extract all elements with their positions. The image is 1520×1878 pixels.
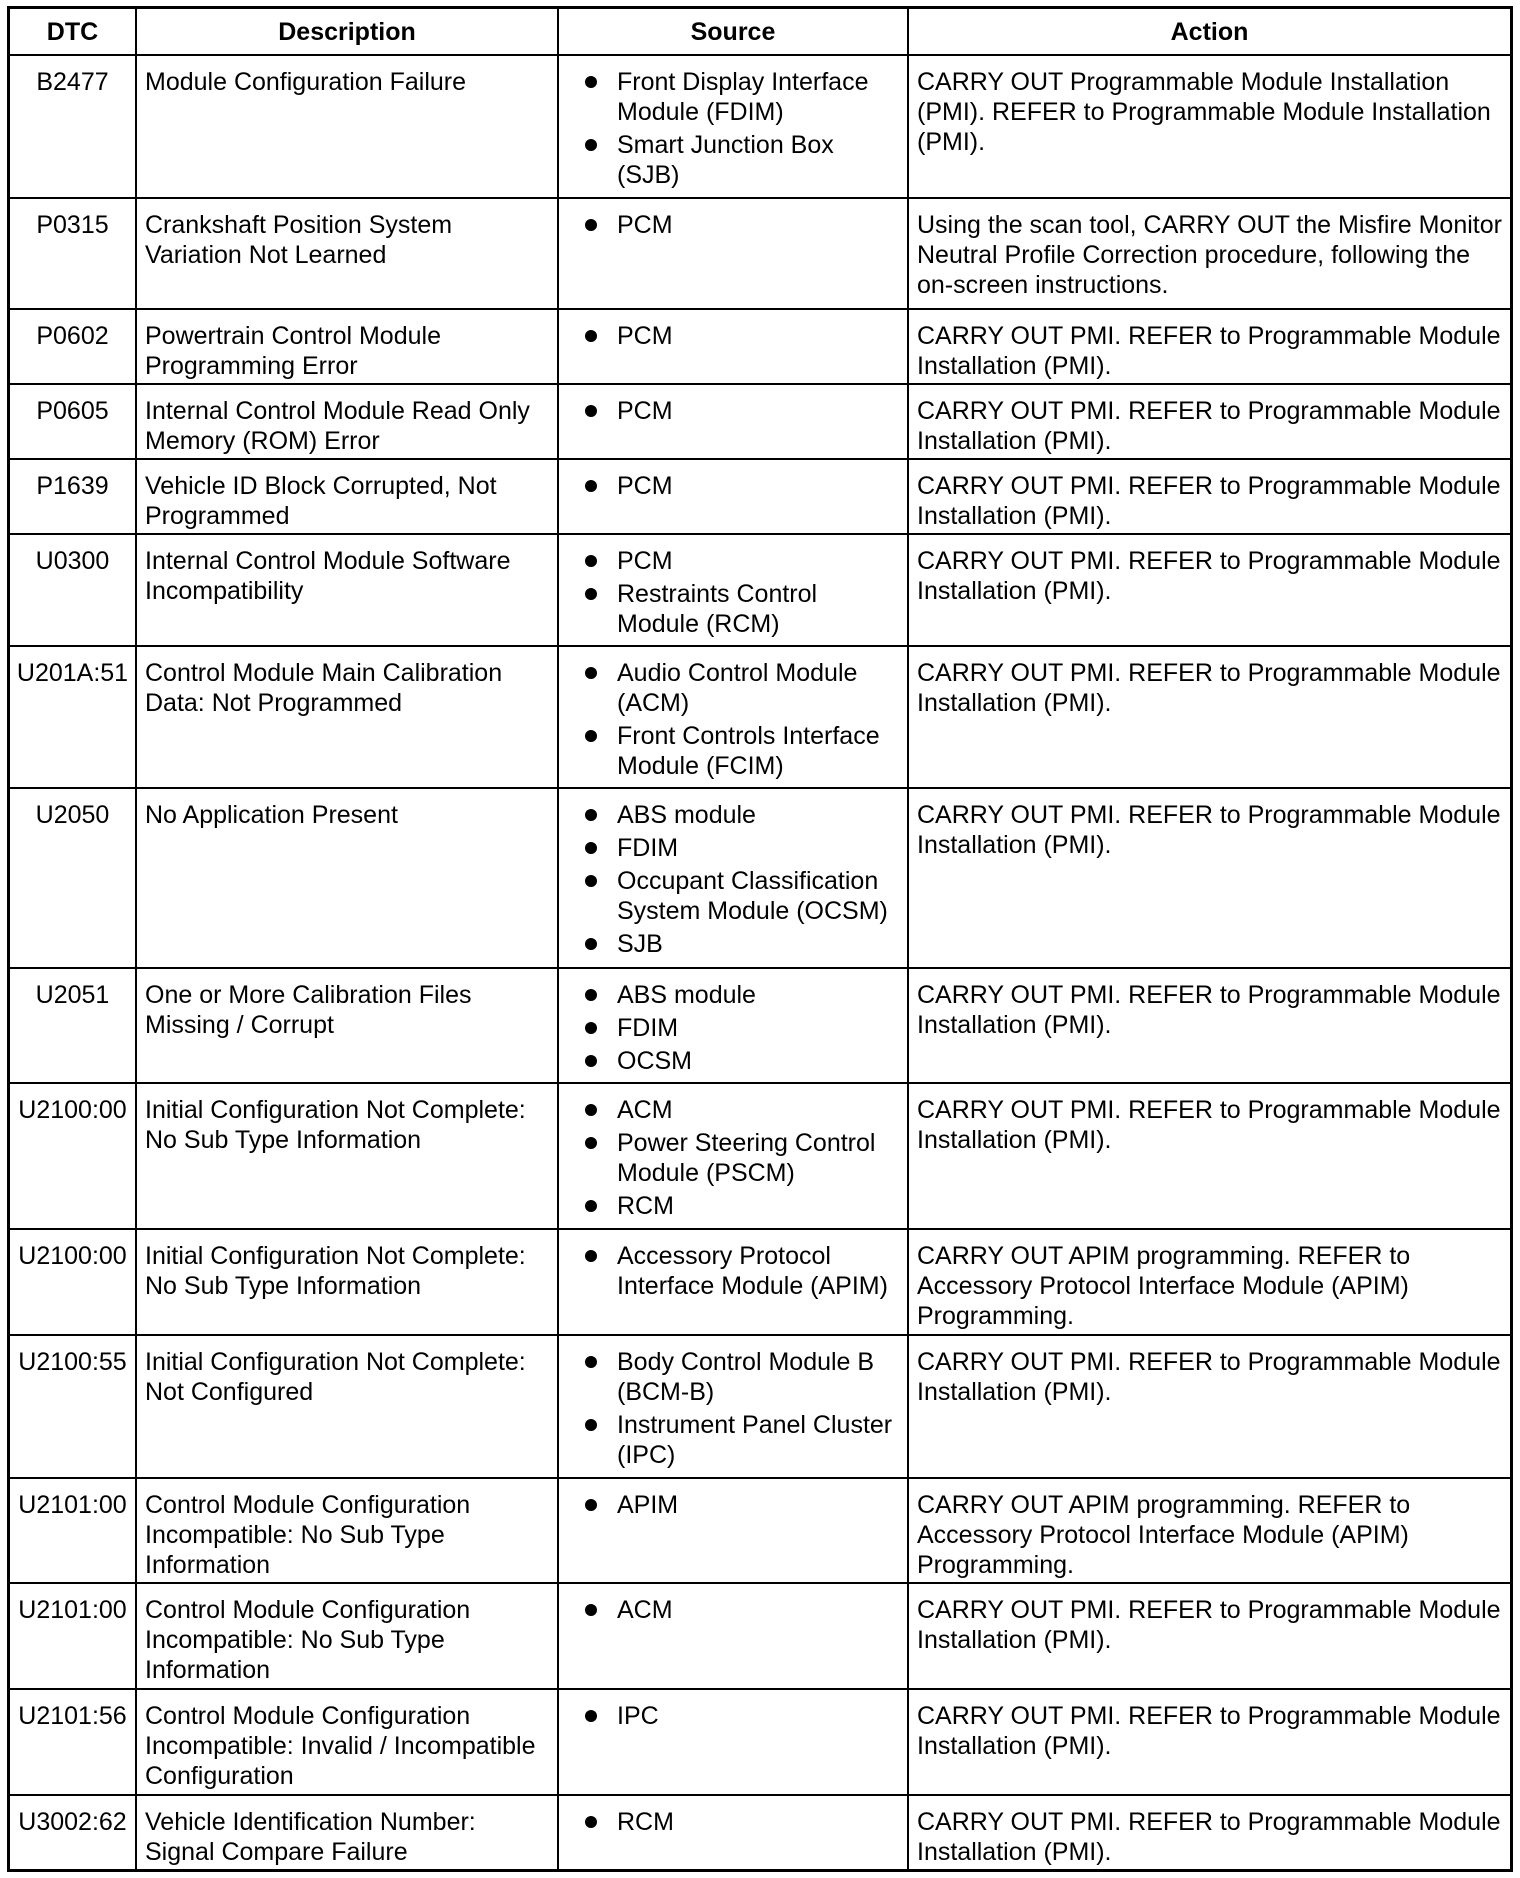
source-list [585, 1807, 901, 1837]
dtc-description: Initial Configuration Not Complete: No Sub Type Information [136, 1229, 558, 1335]
bullet-icon [585, 1710, 597, 1722]
source-text: Front Controls Interface Module (FCIM) [617, 721, 880, 780]
dtc-source [558, 1083, 908, 1229]
source-text: RCM [617, 1807, 674, 1836]
source-text: Instrument Panel Cluster (IPC) [617, 1410, 893, 1469]
dtc-source [558, 646, 908, 789]
bullet-icon [585, 1055, 597, 1067]
header-action: Action [908, 9, 1510, 55]
source-text: PCM [617, 396, 673, 425]
dtc-description: Control Module Main Calibration Data: Not Programmed [136, 646, 558, 789]
dtc-action: CARRY OUT PMI. REFER to Programmable Module Installation (PMI). [908, 1795, 1510, 1869]
source-text: Occupant Classification System Module (OCSM) [617, 867, 888, 926]
table-header-row [10, 9, 1510, 55]
dtc-source [558, 1335, 908, 1478]
dtc-table [10, 9, 1510, 1869]
dtc-action: Using the scan tool, CARRY OUT the Misfire Monitor Neutral Profile Correction procedure, following the on-screen instructions. [908, 198, 1510, 309]
table-row [10, 646, 1510, 789]
bullet-icon [585, 809, 597, 821]
source-text: ABS module [617, 981, 756, 1010]
table-body [10, 55, 1510, 1869]
table-row [10, 1478, 1510, 1584]
dtc-description: Module Configuration Failure [136, 55, 558, 198]
source-text: ACM [617, 1096, 673, 1125]
dtc-source [558, 788, 908, 968]
bullet-icon [585, 667, 597, 679]
dtc-action: CARRY OUT PMI. REFER to Programmable Module Installation (PMI). [908, 968, 1510, 1083]
source-list-item [585, 210, 901, 240]
table-row [10, 1583, 1510, 1689]
dtc-table-frame [7, 6, 1513, 1872]
dtc-code: U2100:00 [10, 1083, 136, 1229]
table-row [10, 198, 1510, 309]
table-row [10, 1795, 1510, 1869]
dtc-description: One or More Calibration Files Missing / Corrupt [136, 968, 558, 1083]
source-list-item [585, 1191, 901, 1221]
dtc-source [558, 198, 908, 309]
source-text: PCM [617, 321, 673, 350]
dtc-description: Control Module Configuration Incompatible: No Sub Type Information [136, 1478, 558, 1584]
source-list-item [585, 800, 901, 830]
dtc-description: Internal Control Module Software Incompatibility [136, 534, 558, 646]
dtc-action: CARRY OUT PMI. REFER to Programmable Module Installation (PMI). [908, 534, 1510, 646]
source-list-item [585, 1701, 901, 1731]
source-list-item [585, 833, 901, 863]
source-text: ACM [617, 1596, 673, 1625]
header-source: Source [558, 9, 908, 55]
dtc-description: Crankshaft Position System Variation Not Learned [136, 198, 558, 309]
source-list-item [585, 980, 901, 1010]
source-list [585, 800, 901, 959]
source-list-item [585, 866, 901, 926]
table-row [10, 384, 1510, 459]
source-text: APIM [617, 1490, 679, 1519]
source-list-item [585, 1013, 901, 1043]
dtc-description: Vehicle Identification Number: Signal Compare Failure [136, 1795, 558, 1869]
bullet-icon [585, 480, 597, 492]
dtc-description: Internal Control Module Read Only Memory (ROM) Error [136, 384, 558, 459]
source-list [585, 658, 901, 781]
dtc-source [558, 309, 908, 384]
source-list-item [585, 721, 901, 781]
source-list-item [585, 130, 901, 190]
dtc-description: Powertrain Control Module Programming Error [136, 309, 558, 384]
table-row [10, 968, 1510, 1083]
source-text: Front Display Interface Module (FDIM) [617, 68, 869, 126]
source-list [585, 546, 901, 639]
table-row [10, 459, 1510, 534]
bullet-icon [585, 139, 597, 151]
dtc-description: Control Module Configuration Incompatible: Invalid / Incompatible Configuration [136, 1689, 558, 1795]
bullet-icon [585, 1356, 597, 1368]
dtc-description: Initial Configuration Not Complete: No Sub Type Information [136, 1083, 558, 1229]
source-text: Smart Junction Box (SJB) [617, 131, 834, 189]
header-dtc: DTC [10, 9, 136, 55]
source-text: RCM [617, 1192, 674, 1221]
source-text: FDIM [617, 1014, 679, 1043]
dtc-code: U3002:62 [10, 1795, 136, 1869]
table-row [10, 1083, 1510, 1229]
table-row [10, 1335, 1510, 1478]
bullet-icon [585, 842, 597, 854]
dtc-code: U201A:51 [10, 646, 136, 789]
dtc-code: U2100:55 [10, 1335, 136, 1478]
source-list [585, 321, 901, 351]
bullet-icon [585, 1604, 597, 1616]
dtc-description: Vehicle ID Block Corrupted, Not Programmed [136, 459, 558, 534]
table-row [10, 1229, 1510, 1335]
source-text: OCSM [617, 1047, 692, 1076]
bullet-icon [585, 730, 597, 742]
dtc-source [558, 459, 908, 534]
bullet-icon [585, 1250, 597, 1262]
dtc-code: P0605 [10, 384, 136, 459]
source-list [585, 1241, 901, 1301]
dtc-code: U2100:00 [10, 1229, 136, 1335]
dtc-source [558, 384, 908, 459]
source-list [585, 980, 901, 1076]
dtc-code: U2101:56 [10, 1689, 136, 1795]
bullet-icon [585, 588, 597, 600]
bullet-icon [585, 1137, 597, 1149]
dtc-action: CARRY OUT PMI. REFER to Programmable Module Installation (PMI). [908, 1335, 1510, 1478]
source-text: Audio Control Module (ACM) [617, 658, 858, 717]
source-text: Restraints Control Module (RCM) [617, 579, 818, 638]
dtc-code: U2101:00 [10, 1583, 136, 1689]
source-list [585, 396, 901, 426]
table-row [10, 534, 1510, 646]
source-list-item [585, 929, 901, 959]
source-text: PCM [617, 546, 673, 575]
dtc-source [558, 968, 908, 1083]
source-text: FDIM [617, 834, 679, 863]
source-list [585, 471, 901, 501]
bullet-icon [585, 875, 597, 887]
source-list-item [585, 321, 901, 351]
bullet-icon [585, 219, 597, 231]
source-text: PCM [617, 471, 673, 500]
source-text: ABS module [617, 801, 756, 830]
source-list-item [585, 1046, 901, 1076]
dtc-code: P0315 [10, 198, 136, 309]
dtc-source [558, 55, 908, 198]
dtc-source [558, 534, 908, 646]
source-list [585, 1595, 901, 1625]
dtc-description: Control Module Configuration Incompatible: No Sub Type Information [136, 1583, 558, 1689]
source-text: IPC [617, 1702, 659, 1731]
table-row [10, 55, 1510, 198]
bullet-icon [585, 1104, 597, 1116]
dtc-action: CARRY OUT PMI. REFER to Programmable Module Installation (PMI). [908, 646, 1510, 789]
source-list-item [585, 1095, 901, 1125]
header-description: Description [136, 9, 558, 55]
source-text: Accessory Protocol Interface Module (APIM) [617, 1241, 888, 1300]
source-list-item [585, 396, 901, 426]
source-text: Body Control Module B (BCM-B) [617, 1347, 875, 1406]
dtc-source [558, 1583, 908, 1689]
dtc-source [558, 1689, 908, 1795]
dtc-action: CARRY OUT PMI. REFER to Programmable Module Installation (PMI). [908, 1583, 1510, 1689]
source-list-item [585, 658, 901, 718]
table-row [10, 1689, 1510, 1795]
source-list [585, 1347, 901, 1470]
table-row [10, 788, 1510, 968]
bullet-icon [585, 1200, 597, 1212]
dtc-code: P0602 [10, 309, 136, 384]
source-list-item [585, 1490, 901, 1520]
bullet-icon [585, 1499, 597, 1511]
dtc-action: CARRY OUT APIM programming. REFER to Accessory Protocol Interface Module (APIM) Programming. [908, 1229, 1510, 1335]
source-list-item [585, 579, 901, 639]
dtc-action: CARRY OUT PMI. REFER to Programmable Module Installation (PMI). [908, 1689, 1510, 1795]
dtc-code: U2050 [10, 788, 136, 968]
dtc-code: P1639 [10, 459, 136, 534]
dtc-action: CARRY OUT PMI. REFER to Programmable Module Installation (PMI). [908, 459, 1510, 534]
source-list-item [585, 1410, 901, 1470]
dtc-action: CARRY OUT APIM programming. REFER to Accessory Protocol Interface Module (APIM) Programming. [908, 1478, 1510, 1584]
dtc-action: CARRY OUT PMI. REFER to Programmable Module Installation (PMI). [908, 309, 1510, 384]
source-list [585, 210, 901, 240]
dtc-source [558, 1795, 908, 1869]
dtc-description: No Application Present [136, 788, 558, 968]
table-row [10, 309, 1510, 384]
source-list-item [585, 1128, 901, 1188]
bullet-icon [585, 76, 597, 88]
source-text: SJB [617, 930, 663, 959]
source-list-item [585, 1595, 901, 1625]
source-text: Power Steering Control Module (PSCM) [617, 1129, 876, 1188]
dtc-action: CARRY OUT PMI. REFER to Programmable Module Installation (PMI). [908, 788, 1510, 968]
source-list-item [585, 67, 901, 127]
source-list-item [585, 546, 901, 576]
bullet-icon [585, 1816, 597, 1828]
dtc-code: U2051 [10, 968, 136, 1083]
bullet-icon [585, 1022, 597, 1034]
bullet-icon [585, 330, 597, 342]
source-list [585, 67, 901, 190]
source-list-item [585, 1347, 901, 1407]
dtc-code: U2101:00 [10, 1478, 136, 1584]
dtc-action: CARRY OUT Programmable Module Installation (PMI). REFER to Programmable Module Installation (PMI). [908, 55, 1510, 198]
dtc-source [558, 1229, 908, 1335]
dtc-description: Initial Configuration Not Complete: Not Configured [136, 1335, 558, 1478]
dtc-action: CARRY OUT PMI. REFER to Programmable Module Installation (PMI). [908, 384, 1510, 459]
dtc-action: CARRY OUT PMI. REFER to Programmable Module Installation (PMI). [908, 1083, 1510, 1229]
source-list-item [585, 1807, 901, 1837]
source-list [585, 1490, 901, 1520]
bullet-icon [585, 555, 597, 567]
source-list [585, 1095, 901, 1221]
source-list-item [585, 1241, 901, 1301]
dtc-code: B2477 [10, 55, 136, 198]
bullet-icon [585, 1419, 597, 1431]
dtc-source [558, 1478, 908, 1584]
dtc-code: U0300 [10, 534, 136, 646]
bullet-icon [585, 938, 597, 950]
source-list-item [585, 471, 901, 501]
bullet-icon [585, 989, 597, 1001]
bullet-icon [585, 405, 597, 417]
source-text: PCM [617, 210, 673, 239]
source-list [585, 1701, 901, 1731]
